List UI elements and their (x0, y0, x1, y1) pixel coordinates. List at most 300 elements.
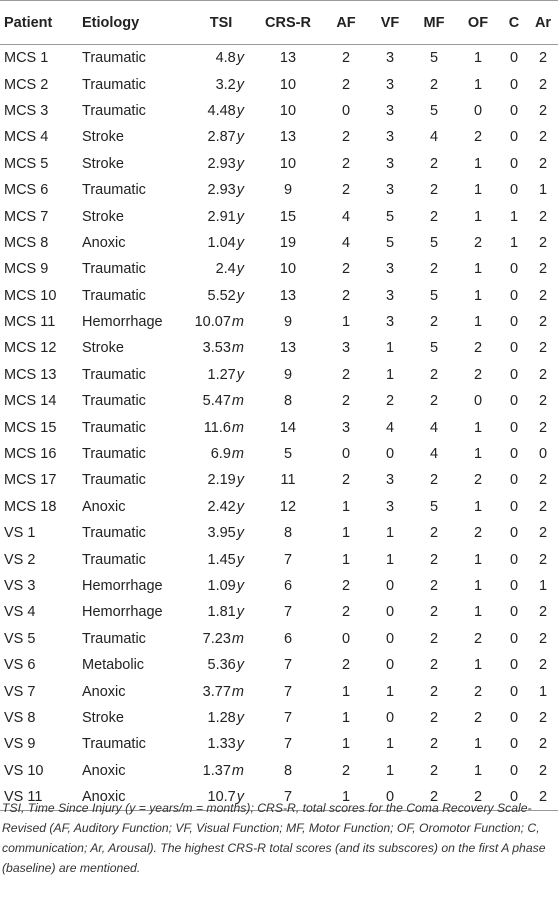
tsi-value: 1.37 (202, 762, 231, 779)
cell-c: 0 (509, 762, 519, 779)
cell-af: 3 (341, 419, 351, 436)
cell-vf: 3 (385, 314, 395, 331)
cell-tsi (190, 256, 252, 282)
cell-c: 0 (509, 419, 519, 436)
cell-vf: 1 (385, 340, 395, 357)
tsi-value: 5.36 (207, 657, 236, 674)
cell-etiology: Traumatic (82, 630, 146, 647)
tsi-unit: y (236, 498, 244, 515)
table-row (0, 230, 558, 256)
table-row (0, 388, 558, 414)
cell-crs-r: 13 (279, 129, 297, 146)
cell-vf: 2 (385, 393, 395, 410)
cell-etiology: Traumatic (82, 102, 146, 119)
cell-vf: 5 (385, 208, 395, 225)
tsi-unit: y (236, 129, 244, 146)
cell-c: 0 (509, 182, 519, 199)
cell-c: 0 (509, 525, 519, 542)
cell-c: 0 (509, 314, 519, 331)
cell-vf: 1 (385, 551, 395, 568)
tsi-unit: m (231, 419, 244, 436)
cell-mf: 5 (429, 102, 439, 119)
cell-c: 0 (509, 366, 519, 383)
cell-patient: VS 4 (4, 604, 36, 621)
cell-crs-r: 6 (283, 630, 293, 647)
cell-af: 1 (341, 498, 351, 515)
cell-ar: 2 (538, 709, 548, 726)
cell-af: 2 (341, 129, 351, 146)
cell-of: 1 (473, 762, 483, 779)
cell-af: 2 (341, 472, 351, 489)
cell-af: 2 (341, 578, 351, 594)
cell-etiology: Traumatic (82, 50, 146, 67)
cell-c: 0 (509, 578, 519, 594)
cell-of: 2 (473, 366, 483, 383)
cell-crs-r: 8 (283, 762, 293, 779)
cell-af: 1 (341, 709, 351, 726)
cell-vf: 3 (385, 50, 395, 67)
cell-vf: 5 (385, 234, 395, 251)
cell-ar: 2 (538, 762, 548, 779)
cell-etiology: Stroke (82, 340, 124, 357)
tsi-unit: y (236, 578, 244, 594)
cell-patient: MCS 6 (4, 182, 49, 199)
cell-vf: 3 (385, 261, 395, 278)
cell-patient: MCS 11 (4, 314, 56, 331)
cell-vf: 3 (385, 182, 395, 199)
cell-patient: VS 3 (4, 578, 36, 594)
cell-of: 1 (473, 182, 483, 199)
tsi-unit: y (236, 551, 244, 568)
tsi-value: 2.93 (207, 155, 236, 172)
cell-tsi (190, 283, 252, 309)
tsi-unit: y (236, 76, 244, 93)
cell-c: 0 (509, 472, 519, 489)
cell-c: 0 (509, 498, 519, 515)
cell-mf: 2 (412, 784, 456, 811)
header-vf: VF (368, 1, 412, 45)
cell-af: 2 (341, 762, 351, 779)
cell-patient: VS 2 (4, 551, 36, 568)
header-tsi: TSI (190, 1, 252, 45)
tsi-unit: y (236, 789, 244, 806)
cell-c: 0 (509, 287, 519, 304)
cell-mf: 5 (429, 287, 439, 304)
tsi-unit: y (236, 287, 244, 304)
cell-ar: 2 (538, 472, 548, 489)
cell-mf: 2 (429, 683, 439, 700)
cell-patient: MCS 9 (4, 261, 49, 278)
cell-tsi (190, 362, 252, 388)
cell-crs-r: 9 (283, 182, 293, 199)
cell-tsi (190, 705, 252, 731)
cell-mf: 2 (429, 208, 439, 225)
cell-patient: MCS 17 (4, 472, 57, 489)
cell-etiology: Anoxic (82, 498, 126, 515)
cell-vf: 1 (385, 762, 395, 779)
tsi-unit: y (236, 261, 244, 278)
cell-ar: 2 (538, 234, 548, 251)
cell-tsi (190, 758, 252, 784)
cell-etiology: Traumatic (82, 551, 146, 568)
table-row (0, 626, 558, 652)
cell-mf: 2 (429, 155, 439, 172)
cell-mf: 2 (429, 578, 439, 594)
cell-ar: 2 (538, 525, 548, 542)
cell-vf: 3 (385, 76, 395, 93)
cell-mf: 2 (429, 736, 439, 753)
tsi-unit: m (231, 314, 244, 331)
cell-crs-r: 7 (283, 657, 293, 674)
cell-mf: 2 (429, 525, 439, 542)
table-row (0, 520, 558, 546)
cell-c: 0 (509, 657, 519, 674)
cell-etiology: Traumatic (82, 366, 146, 383)
cell-crs-r: 12 (279, 498, 297, 515)
cell-mf: 5 (429, 340, 439, 357)
cell-crs-r: 8 (283, 393, 293, 410)
cell-of: 2 (456, 784, 500, 811)
cell-vf: 0 (385, 630, 395, 647)
cell-vf: 0 (385, 446, 395, 463)
cell-tsi (190, 546, 252, 572)
cell-patient: MCS 3 (4, 102, 49, 119)
cell-of: 2 (473, 630, 483, 647)
cell-etiology: Traumatic (82, 182, 146, 199)
tsi-value: 1.27 (207, 366, 236, 383)
cell-of: 1 (473, 736, 483, 753)
tsi-value: 1.09 (207, 578, 236, 594)
cell-c: 0 (509, 261, 519, 278)
tsi-value: 11.6 (203, 419, 231, 436)
tsi-value: 2.93 (207, 182, 236, 199)
cell-vf: 1 (385, 683, 395, 700)
tsi-unit: y (236, 155, 244, 172)
cell-crs-r: 7 (252, 784, 324, 811)
tsi-unit: y (236, 525, 244, 542)
cell-patient: MCS 1 (4, 50, 49, 67)
cell-mf: 2 (429, 709, 439, 726)
cell-tsi (190, 599, 252, 625)
table-row (0, 362, 558, 388)
cell-c: 0 (509, 709, 519, 726)
cell-crs-r: 9 (283, 366, 293, 383)
table-row (0, 705, 558, 731)
cell-vf: 3 (385, 155, 395, 172)
cell-c: 0 (509, 604, 519, 621)
cell-crs-r: 9 (283, 314, 293, 331)
tsi-unit: y (236, 736, 244, 753)
tsi-value: 4.48 (207, 102, 236, 119)
cell-crs-r: 10 (279, 155, 297, 172)
tsi-unit: y (236, 50, 244, 67)
cell-c: 0 (509, 630, 519, 647)
cell-c: 0 (509, 393, 519, 410)
cell-af: 2 (341, 657, 351, 674)
cell-of: 1 (473, 604, 483, 621)
cell-mf: 2 (429, 314, 439, 331)
cell-tsi (190, 520, 252, 546)
tsi-unit: m (231, 446, 244, 463)
cell-vf: 0 (385, 709, 395, 726)
cell-etiology: Traumatic (82, 393, 146, 410)
cell-ar: 2 (538, 604, 548, 621)
cell-ar: 2 (538, 657, 548, 674)
cell-crs-r: 8 (283, 525, 293, 542)
cell-af: 4 (341, 208, 351, 225)
cell-vf: 3 (385, 472, 395, 489)
cell-of: 1 (473, 657, 483, 674)
cell-crs-r: 19 (279, 234, 297, 251)
cell-tsi (190, 71, 252, 97)
cell-etiology: Traumatic (82, 525, 146, 542)
cell-mf: 2 (429, 182, 439, 199)
cell-patient: VS 9 (4, 736, 36, 753)
cell-crs-r: 14 (279, 419, 297, 436)
cell-ar: 2 (538, 102, 548, 119)
cell-af: 2 (341, 76, 351, 93)
cell-af: 2 (341, 604, 351, 621)
cell-mf: 4 (429, 419, 439, 436)
cell-patient: VS 7 (4, 683, 36, 700)
cell-crs-r: 11 (280, 472, 296, 489)
cell-etiology: Traumatic (82, 76, 146, 93)
cell-patient: MCS 18 (4, 498, 57, 515)
cell-of: 0 (473, 393, 483, 410)
cell-mf: 4 (429, 446, 439, 463)
tsi-unit: m (231, 683, 244, 700)
cell-af: 3 (341, 340, 351, 357)
cell-c: 0 (509, 129, 519, 146)
cell-vf: 3 (385, 498, 395, 515)
cell-vf: 1 (385, 525, 395, 542)
tsi-value: 3.95 (207, 525, 236, 542)
cell-af: 2 (341, 261, 351, 278)
cell-patient: MCS 10 (4, 287, 57, 304)
header-mf: MF (412, 1, 456, 45)
tsi-value: 5.52 (207, 287, 236, 304)
table-row (0, 177, 558, 203)
header-af: AF (324, 1, 368, 45)
cell-tsi (190, 124, 252, 150)
cell-ar: 2 (538, 155, 548, 172)
cell-c: 0 (509, 155, 519, 172)
cell-ar: 2 (538, 261, 548, 278)
cell-of: 1 (473, 446, 483, 463)
table-row (0, 45, 558, 72)
cell-c: 0 (509, 340, 519, 357)
tsi-unit: m (231, 393, 244, 410)
cell-vf: 1 (385, 736, 395, 753)
cell-etiology: Traumatic (82, 446, 146, 463)
cell-patient: VS 11 (0, 784, 78, 811)
cell-ar: 2 (538, 366, 548, 383)
cell-of: 1 (473, 498, 483, 515)
table-row (0, 98, 558, 124)
table-row (0, 335, 558, 361)
tsi-value: 1.45 (207, 551, 236, 568)
cell-of: 1 (473, 208, 483, 225)
cell-patient: MCS 13 (4, 366, 57, 383)
cell-tsi (190, 678, 252, 704)
cell-af: 2 (341, 182, 351, 199)
cell-tsi (190, 45, 252, 72)
cell-mf: 2 (429, 393, 439, 410)
cell-crs-r: 5 (283, 446, 293, 463)
cell-of: 1 (473, 314, 483, 331)
cell-etiology: Hemorrhage (82, 578, 163, 594)
cell-af: 2 (341, 287, 351, 304)
table-row (0, 467, 558, 493)
cell-crs-r: 6 (283, 578, 293, 594)
cell-patient: MCS 4 (4, 129, 49, 146)
tsi-value: 2.4 (215, 261, 236, 278)
cell-mf: 5 (429, 498, 439, 515)
tsi-unit: y (236, 102, 244, 119)
cell-mf: 2 (429, 762, 439, 779)
cell-vf: 1 (385, 366, 395, 383)
cell-etiology: Traumatic (82, 472, 146, 489)
table-row (0, 678, 558, 704)
cell-ar: 2 (538, 208, 548, 225)
cell-etiology: Stroke (82, 129, 124, 146)
cell-of: 1 (473, 76, 483, 93)
table-row (0, 599, 558, 625)
cell-of: 1 (473, 261, 483, 278)
tsi-value: 1.33 (207, 736, 236, 753)
cell-of: 2 (473, 683, 483, 700)
cell-mf: 2 (429, 472, 439, 489)
cell-af: 0 (341, 446, 351, 463)
cell-mf: 4 (429, 129, 439, 146)
header-patient: Patient (0, 1, 78, 45)
cell-of: 1 (473, 578, 483, 594)
cell-crs-r: 7 (283, 736, 293, 753)
cell-c: 0 (509, 76, 519, 93)
cell-ar: 2 (538, 287, 548, 304)
cell-ar: 1 (538, 182, 548, 199)
tsi-unit: y (236, 208, 244, 225)
header-c: C (500, 1, 528, 45)
table-row (0, 71, 558, 97)
cell-patient: MCS 2 (4, 76, 49, 93)
table-row (0, 494, 558, 520)
table-row (0, 256, 558, 282)
cell-af: 2 (341, 393, 351, 410)
tsi-unit: y (236, 657, 244, 674)
tsi-value: 10.07 (194, 314, 231, 331)
cell-vf: 3 (385, 129, 395, 146)
tsi-value: 1.81 (207, 604, 236, 621)
cell-vf: 0 (385, 657, 395, 674)
cell-crs-r: 10 (279, 76, 297, 93)
cell-c: 0 (509, 736, 519, 753)
cell-ar: 2 (528, 784, 558, 811)
table-row (0, 203, 558, 229)
cell-tsi (190, 335, 252, 361)
header-crs-r: CRS-R (252, 1, 324, 45)
cell-tsi (190, 151, 252, 177)
tsi-value: 6.9 (210, 446, 231, 463)
table-row (0, 309, 558, 335)
cell-af: 2 (341, 155, 351, 172)
tsi-value: 3.53 (202, 340, 231, 357)
cell-etiology: Traumatic (82, 261, 146, 278)
cell-of: 2 (473, 709, 483, 726)
cell-tsi (190, 309, 252, 335)
table-row (0, 573, 558, 599)
cell-etiology: Traumatic (82, 287, 146, 304)
tsi-unit: y (236, 472, 244, 489)
table-row (0, 546, 558, 572)
tsi-value: 3.77 (202, 683, 231, 700)
cell-patient: MCS 5 (4, 155, 49, 172)
cell-of: 2 (473, 129, 483, 146)
cell-etiology: Stroke (82, 155, 124, 172)
cell-crs-r: 13 (279, 287, 297, 304)
cell-af: 1 (341, 683, 351, 700)
cell-ar: 2 (538, 340, 548, 357)
tsi-value: 1.04 (207, 234, 236, 251)
cell-ar: 2 (538, 419, 548, 436)
cell-vf: 0 (385, 604, 395, 621)
cell-mf: 5 (429, 234, 439, 251)
cell-of: 2 (473, 340, 483, 357)
cell-tsi (190, 494, 252, 520)
cell-c: 0 (509, 102, 519, 119)
cell-patient: VS 1 (4, 525, 36, 542)
cell-vf: 0 (385, 578, 395, 594)
tsi-value: 1.28 (207, 709, 236, 726)
cell-etiology: Anoxic (82, 762, 126, 779)
cell-tsi (190, 177, 252, 203)
tsi-unit: y (236, 234, 244, 251)
cell-crs-r: 7 (283, 604, 293, 621)
tsi-value: 10.7 (207, 789, 236, 806)
cell-etiology: Metabolic (82, 657, 145, 674)
cell-tsi (190, 414, 252, 440)
cell-af: 1 (324, 784, 368, 811)
cell-crs-r: 10 (279, 102, 297, 119)
tsi-unit: m (231, 762, 244, 779)
cell-tsi (190, 230, 252, 256)
cell-c: 0 (509, 551, 519, 568)
table-header-row (0, 1, 558, 45)
cell-ar: 1 (538, 683, 548, 700)
cell-c: 0 (509, 50, 519, 67)
header-of: OF (456, 1, 500, 45)
cell-c: 0 (509, 446, 519, 463)
cell-etiology: Anoxic (78, 784, 190, 811)
cell-af: 1 (341, 551, 351, 568)
cell-ar: 1 (538, 578, 548, 594)
cell-ar: 2 (538, 50, 548, 67)
cell-tsi (190, 626, 252, 652)
cell-vf: 4 (385, 419, 395, 436)
cell-patient: MCS 16 (4, 446, 57, 463)
cell-etiology: Anoxic (82, 683, 126, 700)
header-etiology: Etiology (78, 1, 190, 45)
cell-of: 2 (473, 472, 483, 489)
table-row (0, 124, 558, 150)
tsi-value: 2.87 (207, 129, 236, 146)
table-body (0, 45, 558, 811)
cell-af: 2 (341, 50, 351, 67)
cell-mf: 2 (429, 657, 439, 674)
cell-tsi (190, 467, 252, 493)
cell-of: 1 (473, 551, 483, 568)
cell-ar: 2 (538, 314, 548, 331)
